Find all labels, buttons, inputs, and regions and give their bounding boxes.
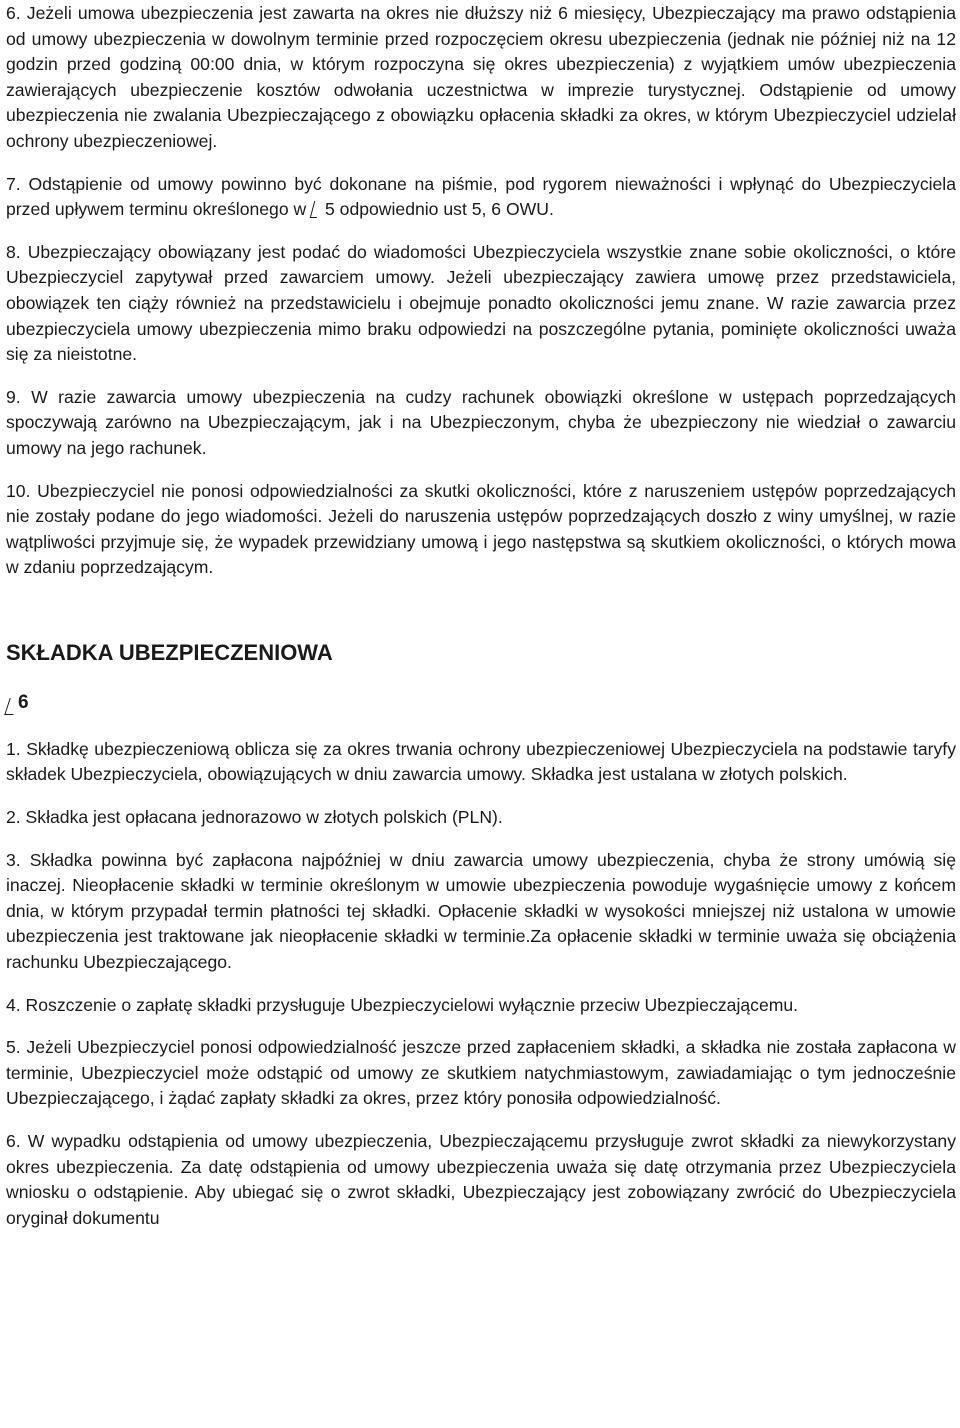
paragraph-7 — [6, 172, 956, 223]
clause-5: 5. Jeżeli Ubezpieczyciel ponosi odpowiedzialność jeszcze przed zapłaceniem składki, a składka nie została zapłacona w terminie, Ubezpieczyciel może odstąpić od umowy ze skutkiem natychmiastowym, zawiadamiając o tym jednocześnie Ubezpieczającego, i żądać zapłaty składki za okres, przez który ponosiła odpowiedzialność. — [6, 1037, 956, 1109]
section-marker — [6, 690, 956, 716]
section-number: 6 — [18, 691, 29, 713]
section-heading: SKŁADKA UBEZPIECZENIOWA — [6, 639, 333, 665]
clause-1: 1. Składkę ubezpieczeniową oblicza się za okres trwania ochrony ubezpieczeniowej Ubezpieczyciela na podstawie taryfy składek Ubezpieczyciela, obowiązujących w dniu zawarcia umowy. Składka jest ustalana w złotych polskich. — [6, 738, 956, 785]
section-sign-icon — [311, 199, 320, 219]
paragraph-7-text-a: 7. Odstąpienie od umowy powinno być dokonane na piśmie, pod rygorem nieważności i wpłynąć do Ubezpieczyciela przed upływem terminu określonego w — [6, 173, 956, 220]
paragraph-9: 9. W razie zawarcia umowy ubezpieczenia na cudzy rachunek obowiązki określone w ustępach poprzedzających spoczywają zarówno na Ubezpieczającym, jak i na Ubezpieczonym, chyba że ubezpieczony nie wiedział o zawarciu umowy na jego rachunek. — [6, 386, 956, 458]
document-page — [6, 0, 956, 1248]
clause-2: 2. Składka jest opłacana jednorazowo w złotych polskich (PLN). — [6, 807, 503, 828]
clause-3: 3. Składka powinna być zapłacona najpóźniej w dniu zawarcia umowy ubezpieczenia, chyba że strony umówią się inaczej. Nieopłacenie składki w terminie określonym w umowie ubezpieczenia powoduje wygaśnięcie umowy z końcem dnia, w którym przypadał termin płatności tej składki. Opłacenie składki w wysokości mniejszej niż ustalona w umowie ubezpieczenia jest traktowane jak nieopłacenie składki w terminie.Za opłacenie składki w terminie uważa się obciążenia rachunku Ubezpieczającego. — [6, 849, 956, 973]
paragraph-6: 6. Jeżeli umowa ubezpieczenia jest zawarta na okres nie dłuższy niż 6 miesięcy, Ubezpieczający ma prawo odstąpienia od umowy ubezpieczenia w dowolnym terminie przed rozpoczęciem okresu ubezpieczenia (jednak nie później niż na 12 godzin przed godziną 00:00 dnia, w którym rozpoczyna się okres ubezpieczenia) z wyjątkiem umów ubezpieczenia zawierających ubezpieczenie kosztów odwołania uczestnictwa w imprezie turystycznej. Odstąpienie od umowy ubezpieczenia nie zwalania Ubezpieczającego z obowiązku opłacenia składki za okres, w którym Ubezpieczyciel udzielał ochrony ubezpieczeniowej. — [6, 3, 956, 151]
paragraph-7-text-b: 5 odpowiednio ust 5, 6 OWU. — [320, 199, 554, 220]
section-sign-icon — [6, 694, 18, 716]
spacer — [6, 598, 956, 639]
clause-4: 4. Roszczenie o zapłatę składki przysługuje Ubezpieczycielowi wyłącznie przeciw Ubezpieczającemu. — [6, 994, 799, 1015]
clause-6: 6. W wypadku odstąpienia od umowy ubezpieczenia, Ubezpieczającemu przysługuje zwrot składki za niewykorzystany okres ubezpieczenia. Za datę odstąpienia od umowy ubezpieczenia uważa się datę otrzymania przez Ubezpieczyciela wniosku o odstąpienie. Aby ubiegać się o zwrot składki, Ubezpieczający jest zobowiązany zwrócić do Ubezpieczyciela oryginał dokumentu — [6, 1131, 956, 1228]
paragraph-8: 8. Ubezpieczający obowiązany jest podać do wiadomości Ubezpieczyciela wszystkie znane sobie okoliczności, o które Ubezpieczyciel zapytywał przed zawarciem umowy. Jeżeli ubezpieczający zawiera umowę przez przedstawiciela, obowiązek ten ciąży również na przedstawicielu i obejmuje ponadto okoliczności jemu znane. W razie zawarcia przez ubezpieczyciela umowy ubezpieczenia mimo braku odpowiedzi na poszczególne pytania, pominięte okoliczności uważa się za nieistotne. — [6, 241, 956, 365]
paragraph-10: 10. Ubezpieczyciel nie ponosi odpowiedzialności za skutki okoliczności, które z naruszeniem ustępów poprzedzających nie zostały podane do jego wiadomości. Jeżeli do naruszenia ustępów poprzedzających doszło z winy umyślnej, w razie wątpliwości przyjmuje się, że wypadek przewidziany umową i jego następstwa są skutkiem okoliczności, o których mowa w zdaniu poprzedzającym. — [6, 480, 956, 578]
